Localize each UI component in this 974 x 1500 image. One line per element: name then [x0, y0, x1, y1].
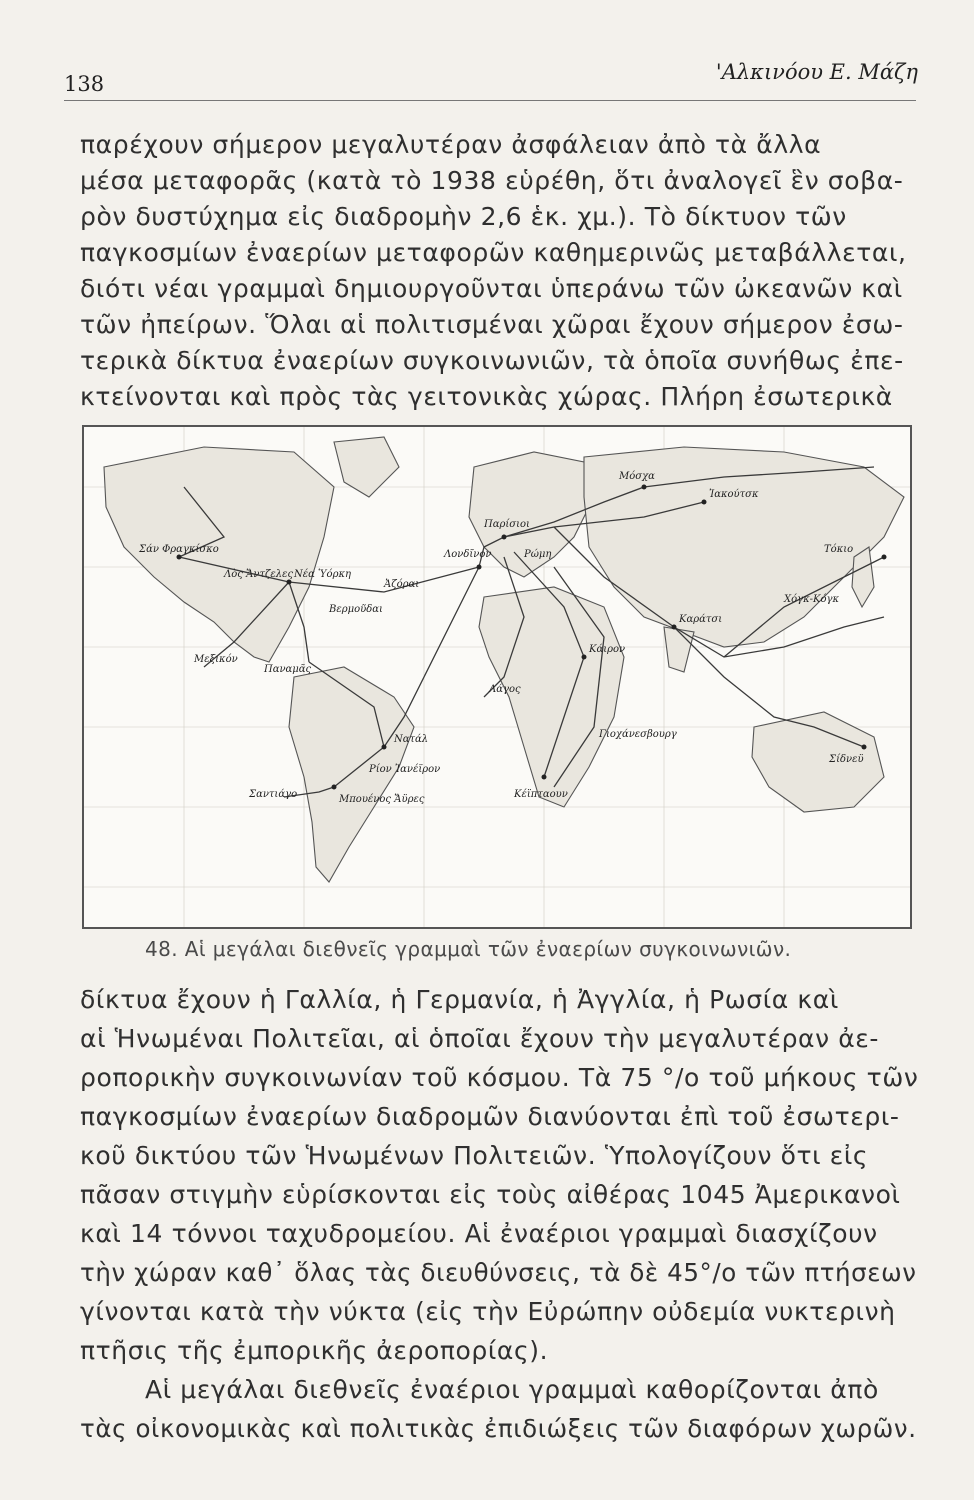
body-line: παγκοσμίων ἐναερίων μεταφορῶν καθημερινῶς μεταβάλλεται, — [80, 238, 907, 267]
body-line: Αἱ μεγάλαι διεθνεῖς ἐναέριοι γραμμαὶ καθορίζονται ἀπὸ — [145, 1375, 879, 1404]
map-label: Ρίον Ἰανέϊρον — [369, 764, 441, 775]
map-label: Χόγκ-Κόγκ — [784, 594, 840, 605]
body-line: αἱ Ἡνωμέναι Πολιτεῖαι, αἱ ὁποῖαι ἔχουν τὴν μεγαλυτέραν ἀε- — [80, 1024, 880, 1053]
body-line: ρὸν δυστύχημα εἰς διαδρομὴν 2,6 ἑκ. χμ.). Τὸ δίκτυον τῶν — [80, 202, 847, 231]
body-line: παγκοσμίων ἐναερίων διαδρομῶν διανύονται ἐπὶ τοῦ ἐσωτερι- — [80, 1102, 900, 1131]
map-label: Κέϊπταουν — [514, 789, 568, 800]
body-line: γίνονται κατὰ τὴν νύκτα (εἰς τὴν Εὐρώπην οὐδεμία νυκτερινὴ — [80, 1297, 896, 1326]
map-label: Καράτσι — [679, 614, 723, 625]
body-line: μέσα μεταφορᾶς (κατὰ τὸ 1938 εὑρέθη, ὅτι ἀναλογεῖ ἓν σοβα- — [80, 166, 904, 195]
body-line: τερικὰ δίκτυα ἐναερίων συγκοινωνιῶν, τὰ ὁποῖα συνήθως ἐπε- — [80, 346, 904, 375]
running-head: 'Αλκινόου Ε. Μάζη — [715, 60, 918, 84]
map-label: Νέα Ὑόρκη — [294, 569, 352, 580]
map-label: Λὸς Ἄντζελες — [224, 569, 294, 580]
map-label: Μεξικόν — [194, 654, 238, 665]
map-label: Βερμοῦδαι — [329, 604, 383, 615]
map-label: Παναμᾶς — [264, 664, 312, 675]
body-line: δίκτυα ἔχουν ἡ Γαλλία, ἡ Γερμανία, ἡ Ἀγγλία, ἡ Ρωσία καὶ — [80, 985, 839, 1014]
body-line: παρέχουν σήμερον μεγαλυτέραν ἀσφάλειαν ἀπὸ τὰ ἄλλα — [80, 130, 822, 159]
map-label: Μπουένος Ἄϋρες — [339, 794, 425, 805]
map-label: Γιοχάνεσβουργ — [599, 729, 677, 740]
map-label: Παρίσιοι — [484, 519, 530, 530]
map-label: Σαντιάγο — [249, 789, 298, 800]
body-line: κτείνονται καὶ πρὸς τὰς γειτονικὰς χώρας. Πλήρη ἐσωτερικὰ — [80, 382, 893, 411]
map-label: Τόκιο — [824, 544, 854, 555]
map-label: Ἀζόραι — [384, 579, 420, 590]
world-air-routes-map — [82, 425, 912, 929]
figure-caption: 48. Αἱ μεγάλαι διεθνεῖς γραμμαὶ τῶν ἐναερίων συγκοινωνιῶν. — [145, 937, 792, 961]
body-line: κοῦ δικτύου τῶν Ἡνωμένων Πολιτειῶν. Ὑπολογίζουν ὅτι εἰς — [80, 1141, 869, 1170]
map-label: Σίδνεϋ — [829, 754, 864, 765]
header-rule — [64, 100, 916, 101]
body-line: πτῆσις τῆς ἐμπορικῆς ἀεροπορίας). — [80, 1336, 549, 1365]
body-line: τῶν ἠπείρων. Ὅλαι αἱ πολιτισμέναι χῶραι ἔχουν σήμερον ἐσω- — [80, 310, 904, 339]
body-line: τὴν χώραν καθ᾽ ὅλας τὰς διευθύνσεις, τὰ δὲ 45°/ο τῶν πτήσεων — [80, 1258, 917, 1287]
body-line: τὰς οἰκονομικὰς καὶ πολιτικὰς ἐπιδιώξεις τῶν διαφόρων χωρῶν. — [80, 1414, 917, 1443]
map-label: Λάγος — [489, 684, 521, 695]
map-label: Κάιρον — [589, 644, 626, 655]
map-label: Σάν Φραγκίσκο — [139, 544, 219, 555]
map-label: Νατάλ — [394, 734, 429, 745]
map-label: Ρώμη — [524, 549, 552, 560]
map-label: Ἰακούτσκ — [709, 489, 759, 500]
map-label: Μόσχα — [619, 471, 655, 482]
body-line: καὶ 14 τόννοι ταχυδρομείου. Αἱ ἐναέριοι γραμμαὶ διασχίζουν — [80, 1219, 878, 1248]
body-line: διότι νέαι γραμμαὶ δημιουργοῦνται ὑπεράνω τῶν ὠκεανῶν καὶ — [80, 274, 903, 303]
map-label: Λονδῖνον — [444, 549, 492, 560]
map-svg — [84, 427, 910, 927]
body-line: ροπορικὴν συγκοινωνίαν τοῦ κόσμου. Τὰ 75 °/ο τοῦ μήκους τῶν — [80, 1063, 919, 1092]
page-number: 138 — [64, 72, 105, 96]
body-line: πᾶσαν στιγμὴν εὑρίσκονται εἰς τοὺς αἰθέρας 1045 Ἀμερικανοὶ — [80, 1180, 901, 1209]
